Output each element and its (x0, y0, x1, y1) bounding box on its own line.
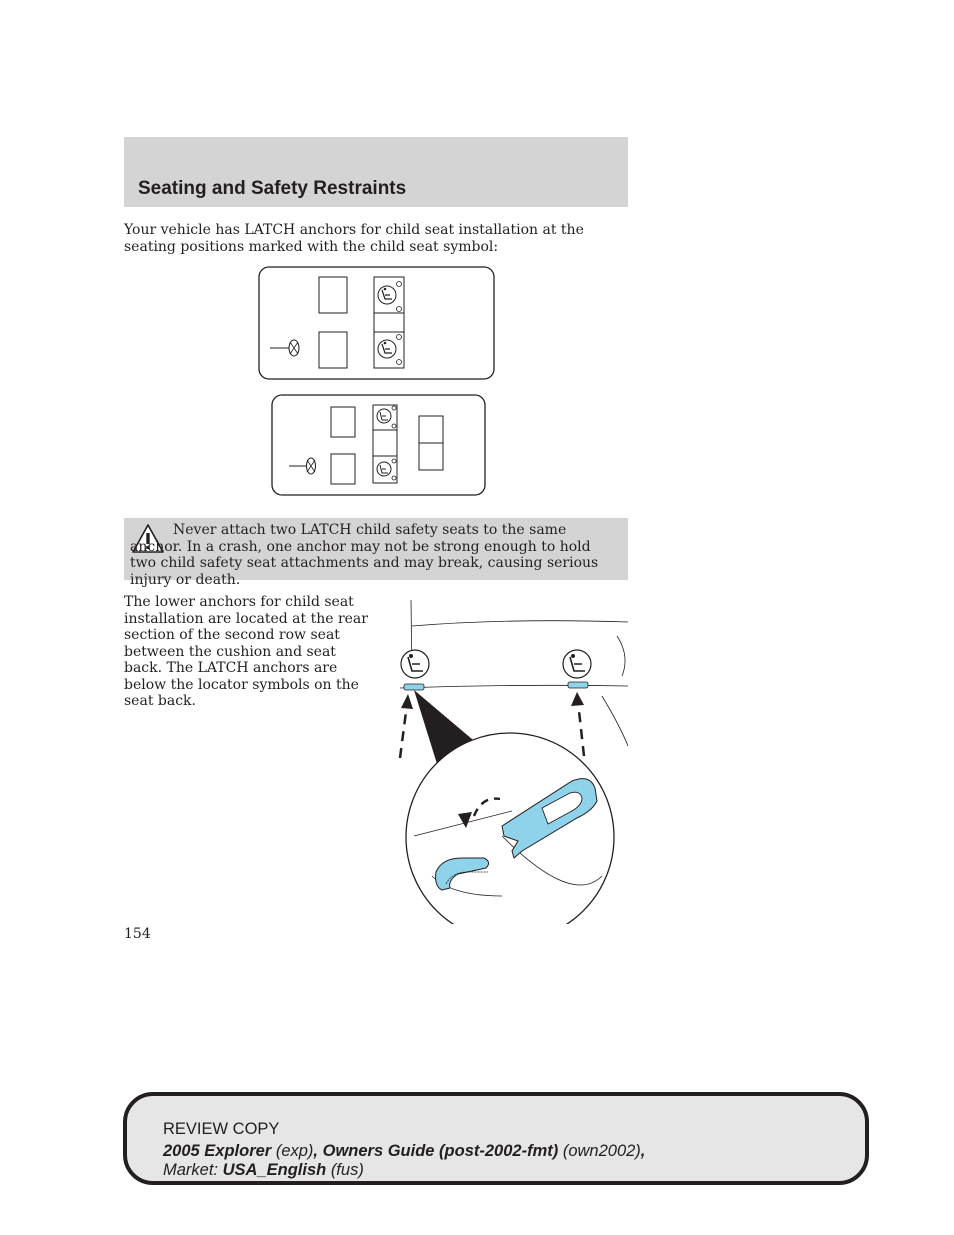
seating-diagram-three-row (271, 394, 487, 497)
seat-front (331, 407, 355, 437)
page-number: 154 (124, 926, 151, 942)
child-seat-icon (378, 286, 396, 304)
child-seat-icon (377, 409, 391, 423)
lower-anchors-paragraph: The lower anchors for child seat installation are located at the rear section of the second row seat between the cushion and seat back. The LATCH anchors are below the locator symbols on the seat back. (124, 594, 368, 709)
anchor-right (568, 682, 588, 688)
footer-market-line: Market: USA_English (fus) (163, 1161, 364, 1179)
child-seat-locator-icon (563, 650, 591, 678)
seat-front (319, 277, 347, 313)
seating-diagram-two-row (258, 266, 496, 381)
seat-front-driver (319, 332, 347, 368)
section-title: Seating and Safety Restraints (138, 178, 407, 199)
review-copy-footer (123, 1092, 869, 1185)
warning-text: Never attach two LATCH child safety seats to the same anchor. In a crash, one anchor may not be strong enough to hold two child safety seat attachments and may break, causing serious injury or death. (130, 522, 599, 588)
child-seat-icon (377, 462, 391, 476)
child-seat-icon (378, 340, 396, 358)
footer-review-copy: REVIEW COPY (163, 1120, 280, 1138)
intro-paragraph: Your vehicle has LATCH anchors for child seat installation at the seating positions marked with the child seat symbol: (124, 222, 584, 255)
seat-front-driver (331, 454, 355, 484)
footer-document-line: 2005 Explorer (exp), Owners Guide (post-2002-fmt) (own2002), (163, 1142, 646, 1160)
latch-anchor-illustration (392, 596, 630, 924)
warning-box (124, 518, 628, 588)
anchor-left (404, 684, 424, 690)
child-seat-locator-icon (401, 650, 429, 678)
